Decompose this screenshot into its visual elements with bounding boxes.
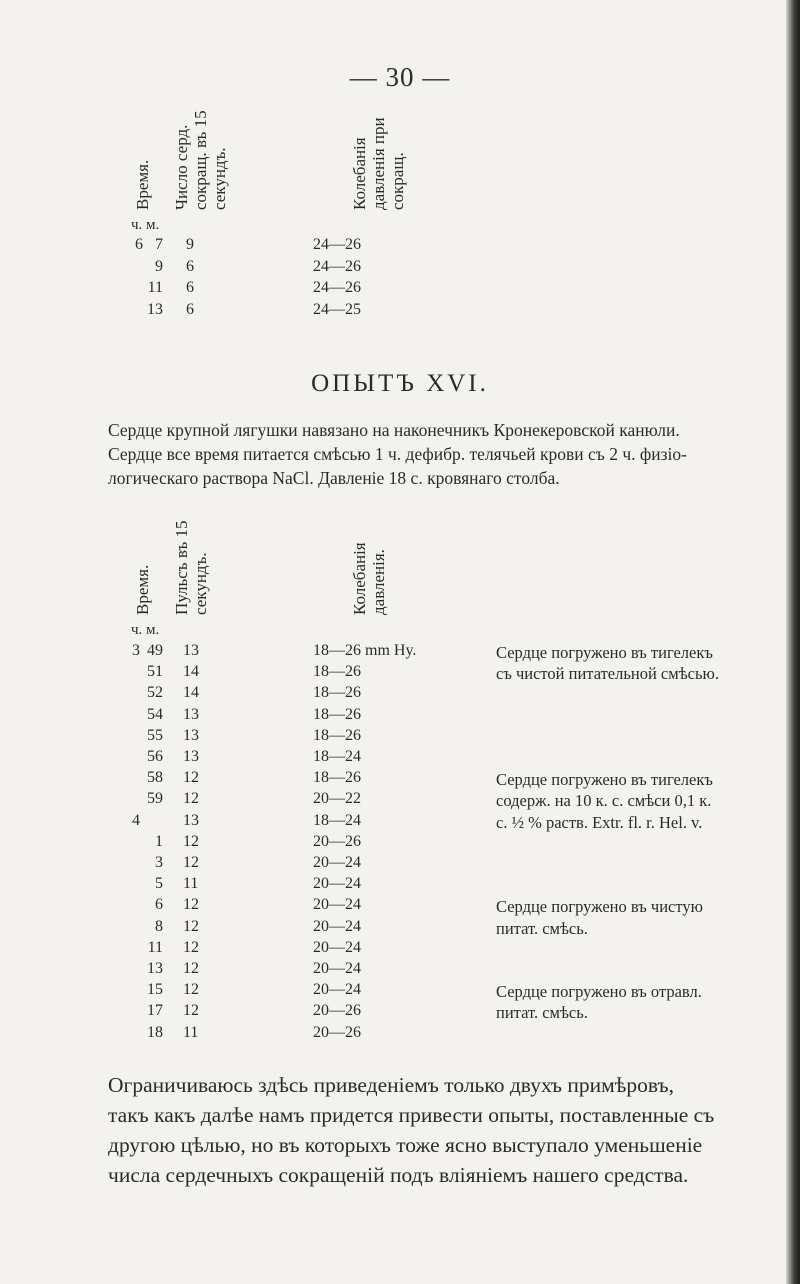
table-cell-pulse: 12 [183,769,199,787]
table2-header-pulse: Пульсъ въ 15 секундъ. [172,520,210,615]
table-cell-oscillation: 18—24 [313,811,361,829]
table-cell-hour: 4 [132,811,140,829]
table-cell-oscillation: 20—24 [313,917,361,935]
table-cell-hour: 6 [135,236,143,253]
table-cell-minute: 9 [155,257,163,275]
table1-header-oscillation: Колебанія давленія при сокращ. [350,117,407,210]
table-cell-oscillation: 20—24 [313,938,361,956]
table-note-line: Сердце погружено въ тигелекъ [496,643,713,662]
intro-paragraph [108,418,768,490]
table-cell-pulse: 13 [183,705,199,723]
table-cell-minute: 5 [155,875,163,893]
table-cell-oscillation: 24—26 [313,257,361,275]
table-cell-pulse: 12 [183,790,199,808]
table-cell-pulse: 13 [183,811,199,829]
table-cell-count: 6 [186,300,194,318]
table-cell-oscillation: 20—26 [313,1023,361,1041]
experiment-heading: ОПЫТЪ XVI. [311,370,489,397]
table2-header-oscillation: Колебанія давленія. [350,542,388,615]
table-cell-minute: 18 [147,1023,163,1041]
table1-units: ч. м. [131,217,160,233]
table-cell-minute: 13 [147,960,163,977]
table-cell-minute: 15 [147,981,163,999]
table2-header-time: Время. [133,564,152,615]
table-cell-minute: 17 [147,1002,163,1020]
table-note-line: питат. смѣсь. [496,1003,588,1023]
table-cell-pulse: 12 [183,896,199,914]
table-note-line: с. ½ % раств. Extr. fl. r. Hel. v. [496,812,703,832]
table-cell-count: 6 [186,257,194,275]
table-note-line: Сердце погружено въ чистую [496,897,703,917]
book-spine-edge [786,0,800,1284]
table-cell-minute: 13 [147,300,163,318]
table-cell-minute: 56 [147,748,163,765]
table-cell-oscillation: 24—26 [313,236,361,253]
table-cell-oscillation: 18—26 [313,684,361,702]
table-cell-pulse: 12 [183,832,199,850]
table-cell-oscillation: 18—26 [313,663,361,681]
table-cell-pulse: 13 [183,748,199,765]
table-cell-oscillation: 20—24 [313,854,361,871]
table-cell-oscillation: 18—24 [313,748,361,765]
table-cell-oscillation: 20—24 [313,981,361,999]
table-cell-minute: 1 [155,832,163,850]
table-cell-oscillation: 20—24 [313,875,361,893]
closing-line: другою цѣлью, но въ которыхъ тоже ясно выступало уменьшеніе [108,1133,703,1157]
table-cell-pulse: 13 [183,642,199,659]
table-cell-count: 9 [186,236,194,253]
table-cell-oscillation: 20—26 [313,832,361,850]
table-cell-oscillation: 20—26 [313,1002,361,1020]
table-cell-pulse: 14 [183,663,199,681]
table-cell-minute: 58 [147,769,163,787]
table-cell-pulse: 12 [183,938,199,956]
page-number: — 30 — [349,62,451,92]
table-cell-oscillation: 20—24 [313,896,361,914]
table-cell-hour: 3 [132,642,140,659]
table-cell-oscillation: 20—24 [313,960,361,977]
table-cell-minute: 6 [155,896,163,914]
closing-paragraph [108,1070,763,1190]
table-note-line: Сердце погружено въ отравл. [496,982,702,1002]
intro-line: Сердце крупной лягушки навязано на наконечникъ Кронекеровской канюли. [108,420,680,440]
table-cell-minute: 51 [147,663,163,681]
table-cell-oscillation: 24—25 [313,300,361,318]
table-cell-oscillation: 18—26 [313,705,361,723]
table-note-line: содерж. на 10 к. с. смѣси 0,1 к. [496,791,712,811]
table-cell-minute: 11 [147,279,163,296]
table-cell-pulse: 12 [183,854,199,871]
table-cell-oscillation: 24—26 [313,279,361,296]
closing-line: такъ какъ далѣе намъ придется привести опыты, поставленные съ [108,1103,715,1127]
table-cell-minute: 49 [147,642,163,659]
table-cell-minute: 3 [155,854,163,871]
table-cell-pulse: 12 [183,981,199,999]
table-note-line: Сердце погружено въ тигелекъ [496,770,713,790]
table-cell-minute: 7 [155,236,163,253]
table-cell-pulse: 12 [183,1002,199,1020]
table-cell-minute: 55 [147,726,163,744]
table-cell-minute: 54 [147,705,163,723]
table-cell-minute: 8 [155,917,163,935]
table-cell-count: 6 [186,279,194,296]
table-cell-oscillation: 18—26 mm Hy. [313,642,417,659]
table-cell-pulse: 12 [183,917,199,935]
table-cell-pulse: 14 [183,684,199,702]
intro-line: Сердце все время питается смѣсью 1 ч. дефибр. телячьей крови съ 2 ч. физіо- [108,444,687,464]
table-cell-minute: 52 [147,684,163,702]
table-cell-pulse: 11 [183,1023,199,1041]
table-cell-oscillation: 20—22 [313,790,361,808]
table-note-line: питат. смѣсь. [496,918,588,938]
table-note-line: съ чистой питательной смѣсью. [496,664,719,684]
table-cell-minute: 59 [147,790,163,808]
table-cell-minute: 11 [147,938,163,956]
table-cell-pulse: 12 [183,960,199,977]
intro-line: логическаго раствора NaCl. Давленіе 18 с. кровянаго столба. [108,468,560,488]
table1-header-count: Число серд. сокращ. въ 15 секундъ. [172,110,229,210]
table-cell-oscillation: 18—26 [313,726,361,744]
table-cell-pulse: 11 [183,875,199,893]
table2-units: ч. м. [131,622,160,638]
closing-line: числа сердечныхъ сокращеній подъ вліяніемъ нашего средства. [108,1163,689,1187]
table-cell-pulse: 13 [183,726,199,744]
table-cell-oscillation: 18—26 [313,769,361,787]
closing-line: Ограничиваюсь здѣсь приведеніемъ только двухъ примѣровъ, [108,1073,675,1097]
table1-header-time: Время. [133,159,152,210]
